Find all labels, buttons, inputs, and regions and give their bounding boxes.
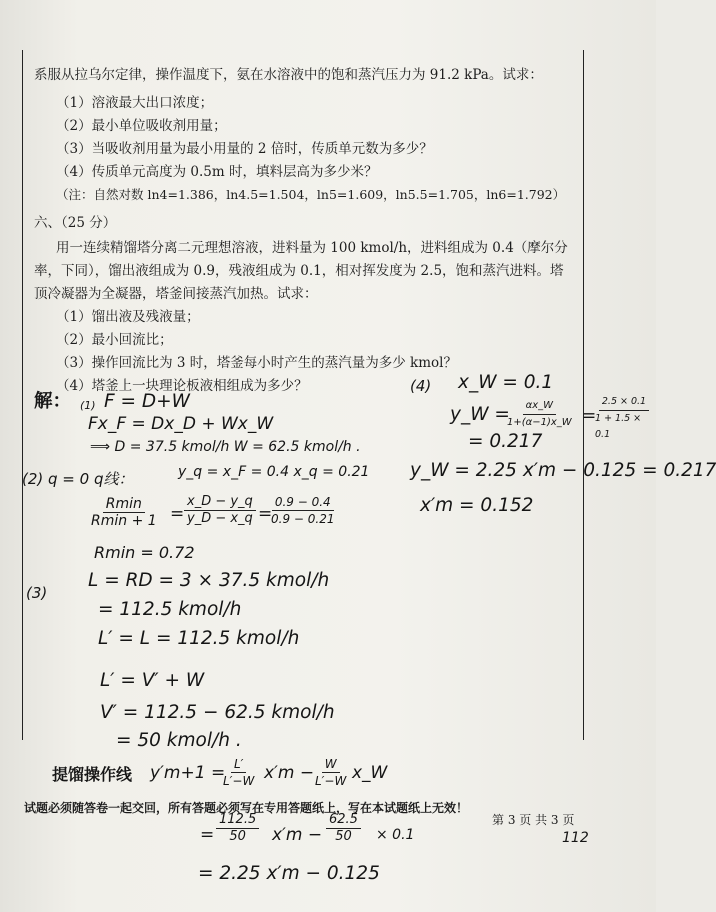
part4-yw-result: = 0.217 xyxy=(468,431,543,452)
problem5-question-3: （3）当吸收剂用量为最小用量的 2 倍时，传质单元数为多少？ xyxy=(56,141,433,157)
part2-fraction-formula: $\frac{x\_D - y\_q}{y\_D - x\_q}$ xyxy=(184,494,256,527)
part1-line-3: ⟹ D = 37.5 kmol/h W = 62.5 kmol/h . xyxy=(90,439,361,455)
part2-q-line: (2) q = 0 q线： xyxy=(22,470,134,488)
problem6-question-3: （3）操作回流比为 3 时，塔釜每小时产生的蒸汽量为多少 kmol？ xyxy=(56,355,457,371)
problem6-line-2: 率，下同），馏出液组成为 0.9，残液组成为 0.1，相对挥发度为 2.5，饱和蒸汽进料。塔 xyxy=(34,263,564,279)
problem5-note: （注：自然对数 ln4=1.386，ln4.5=1.504，ln5=1.609，ln5.5=1.705，ln6=1.792） xyxy=(56,187,566,202)
stripping-final-equation: = 2.25 x′m − 0.125 xyxy=(198,863,380,884)
stripping-xm-term-2: x′m − xyxy=(272,825,323,845)
problem5-intro: 系服从拉乌尔定律，操作温度下，氨在水溶液中的饱和蒸汽压力为 91.2 kPa。试求： xyxy=(34,67,543,83)
part1-line-1: F = D+W xyxy=(104,391,190,412)
part4-fraction-values: $\frac{2.5 \times 0.1}{1 + 1.5 \times 0.1}$ xyxy=(592,394,656,443)
page-number: 第 3 页 共 3 页 xyxy=(492,813,575,827)
stripping-equals-2: = xyxy=(200,825,215,845)
problem6-line-3: 顶冷凝器为全凝器，塔釜间接蒸汽加热。试求： xyxy=(34,286,318,302)
stripping-xw-term: x_W xyxy=(352,763,388,783)
part3-line-5: V′ = 112.5 − 62.5 kmol/h xyxy=(100,702,335,723)
stripping-xm-term: x′m − xyxy=(264,763,315,783)
problem6-line-1: 用一连续精馏塔分离二元理想溶液，进料量为 100 kmol/h，进料组成为 0.4（摩尔分 xyxy=(56,240,568,256)
footer-warning: 试题必须随答卷一起交回，所有答题必须写在专用答题纸上，写在本试题纸上无效！ xyxy=(24,801,469,815)
stripping-fraction-112-5: $\frac{112.5}{50}$ xyxy=(216,812,259,845)
part3-line-4: L′ = V′ + W xyxy=(100,670,205,691)
part4-operating-line-eq: y_W = 2.25 x′m − 0.125 = 0.217 xyxy=(410,460,716,481)
exam-code: 112 xyxy=(562,830,589,846)
part2-equals-2: = xyxy=(258,504,273,524)
problem6-question-2: （2）最小回流比； xyxy=(56,332,173,348)
stripping-fraction-l: $\frac{L'}{L'-W}$ xyxy=(223,757,255,788)
part4-xw: x_W = 0.1 xyxy=(458,372,554,393)
stripping-xw-value: × 0.1 xyxy=(376,827,415,843)
stripping-line-label: 提馏操作线 xyxy=(52,765,133,784)
problem6-question-4: （4）塔釜上一块理论板液相组成为多少？ xyxy=(56,378,308,394)
part4-number: (4) xyxy=(410,377,432,395)
stripping-fraction-w: $\frac{W}{L'-W}$ xyxy=(315,757,347,788)
part2-q-values: y_q = x_F = 0.4 x_q = 0.21 xyxy=(178,464,370,480)
part2-rmin-value: Rmin = 0.72 xyxy=(94,543,195,562)
part2-equals-1: = xyxy=(170,504,185,524)
solution-label: 解： xyxy=(34,391,72,412)
part4-fraction-formula: $\frac{\alpha x\_W}{1+(\alpha-1)x\_W}$ xyxy=(507,400,572,428)
part4-xm-result: x′m = 0.152 xyxy=(420,495,534,516)
problem5-question-2: （2）最小单位吸收剂用量； xyxy=(56,118,227,134)
problem5-question-4: （4）传质单元高度为 0.5m 时，填料层高为多少米？ xyxy=(56,164,378,180)
part2-fraction-values: $\frac{0.9 - 0.4}{0.9 - 0.21}$ xyxy=(271,495,335,526)
stripping-fraction-62-5: $\frac{62.5}{50}$ xyxy=(326,812,361,845)
part3-line-1: L = RD = 3 × 37.5 kmol/h xyxy=(88,570,330,591)
part4-equals: = xyxy=(582,406,597,426)
part3-line-3: L′ = L = 112.5 kmol/h xyxy=(98,628,300,649)
part4-yw-label: y_W = xyxy=(450,404,510,425)
problem6-question-1: （1）馏出液及残液量； xyxy=(56,309,200,325)
part3-number: (3) xyxy=(26,584,48,602)
part1-line-2: Fx_F = Dx_D + Wx_W xyxy=(88,414,274,434)
part3-line-2: = 112.5 kmol/h xyxy=(98,599,242,620)
problem5-question-1: （1）溶液最大出口浓度； xyxy=(56,95,214,111)
problem6-heading: 六、（25 分） xyxy=(34,215,117,231)
part3-line-6: = 50 kmol/h . xyxy=(116,730,242,751)
part2-rmin-ratio: Rmin Rmin + 1 xyxy=(91,496,157,529)
stripping-y-label: y′m+1 = xyxy=(150,763,226,783)
part1-number: (1) xyxy=(80,399,96,412)
